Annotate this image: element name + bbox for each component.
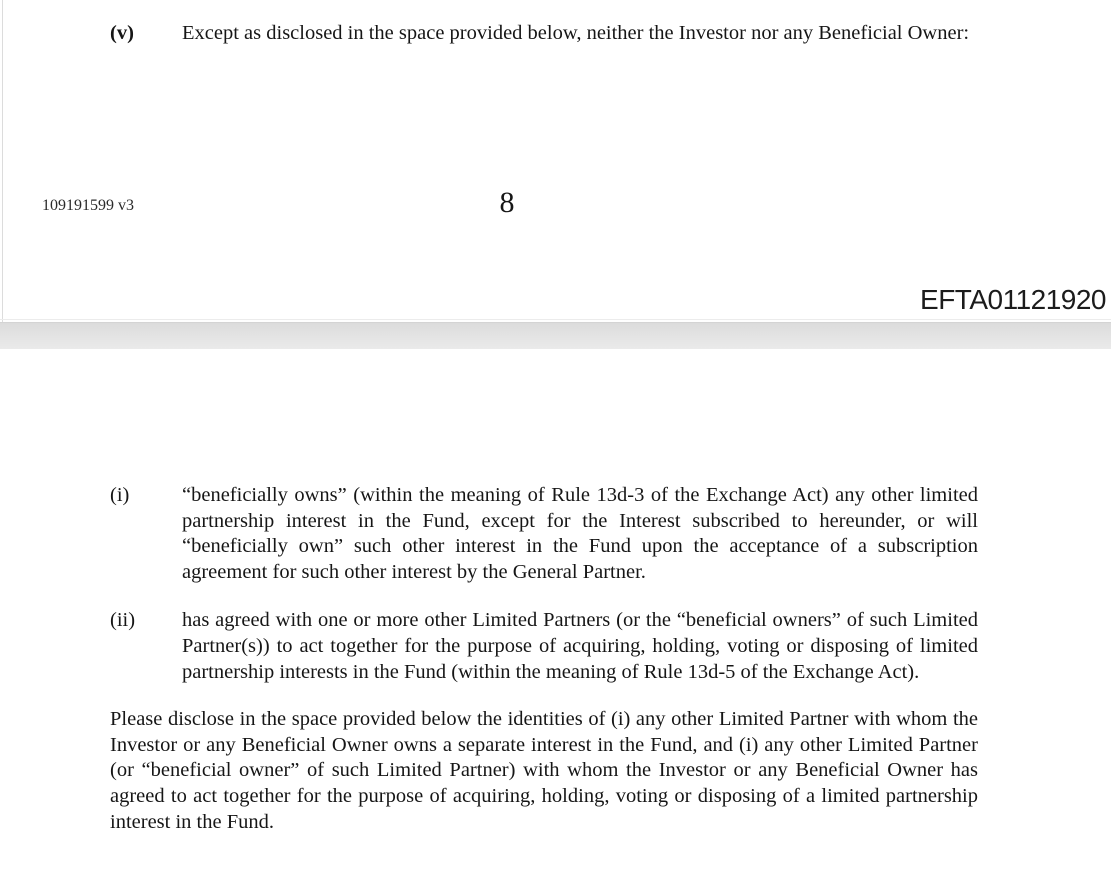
bates-stamp: EFTA01121920 [920, 284, 1106, 315]
page-number: 8 [499, 186, 515, 219]
next-page-content [110, 483, 978, 835]
disclosure-instruction-paragraph: Please disclose in the space provided below the identities of (i) any other Limited Partner with whom the Investor or any Beneficial Owner owns a separate interest in the Fund, and (i) any other Limited Partner (or “beneficial owner” of such Limited Partner) with whom the Investor or any Beneficial Owner has agreed to act together for the purpose of acquiring, holding, voting or disposing of a limited partnership interest in the Fund. [110, 708, 978, 833]
clause-i-label: (i) [110, 484, 130, 506]
document-version-number: 109191599 v3 [42, 197, 134, 214]
clause-v-label: (v) [110, 22, 134, 44]
scan-page-edge-line [2, 0, 3, 322]
clause-i-paragraph [110, 483, 978, 585]
clause-v-text: Except as disclosed in the space provided below, neither the Investor nor any Beneficial Owner: [182, 22, 970, 44]
clause-ii-paragraph [110, 608, 978, 685]
page-separator-bar [0, 322, 1111, 349]
clause-ii-text: has agreed with one or more other Limited Partners (or the “beneficial owners” of such Limited Partner(s)) to act together for the purpose of acquiring, holding, voting or disposing of limited partnership interests in the Fund (within the meaning of Rule 13d-5 of the Exchange Act). [182, 609, 978, 683]
page-separator-hairline [0, 319, 1111, 320]
clause-i-text: “beneficially owns” (within the meaning of Rule 13d-3 of the Exchange Act) any other limited partnership interest in the Fund, except for the Interest subscribed to hereunder, or will “beneficially own” such other interest in the Fund upon the acceptance of a subscription agreement for such other interest by the General Partner. [182, 484, 978, 583]
clause-v-paragraph [110, 21, 978, 47]
clause-ii-label: (ii) [110, 609, 136, 632]
